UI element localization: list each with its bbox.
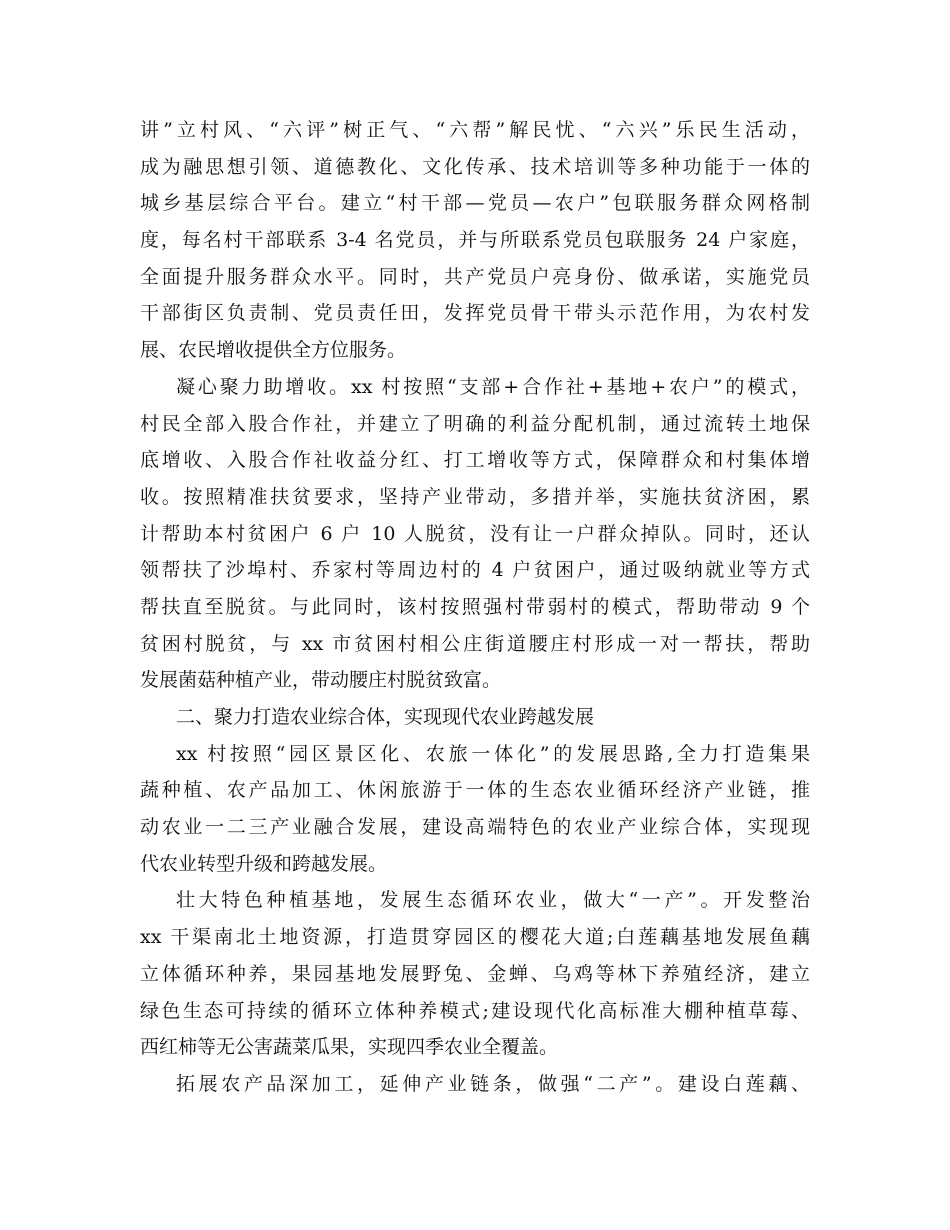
text-line: 二、聚力打造农业综合体，实现现代农业跨越发展 (176, 706, 595, 728)
text-line: 发展菌菇种植产业，带动腰庄村脱贫致富。 (140, 669, 502, 692)
text-line: 壮大特色种植基地，发展生态循环农业，做大“一产”。开发整治 (176, 889, 810, 912)
text-line: 成为融思想引领、道德教化、文化传承、技术培训等多种功能于一体的 (140, 155, 810, 178)
text-line: 收。按照精准扶贫要求，坚持产业带动，多措并举，实施扶贫济困，累 (140, 485, 810, 508)
body-text (140, 112, 810, 1103)
text-line: 绿色生态可持续的循环立体种养模式;建设现代化高标准大棚种植草莓、 (140, 999, 810, 1022)
text-line: 城乡基层综合平台。建立“村干部—党员—农户”包联服务群众网格制 (140, 192, 810, 215)
text-line: 全面提升服务群众水平。同时，共产党员户亮身份、做承诺，实施党员 (140, 265, 810, 288)
text-line: 讲”立村风、“六评”树正气、“六帮”解民忧、“六兴”乐民生活动， (140, 119, 810, 141)
text-line: 领帮扶了沙埠村、乔家村等周边村的 4 户贫困户，通过吸纳就业等方式 (140, 559, 810, 582)
text-line: 凝心聚力助增收。xx 村按照“支部+合作社+基地+农户”的模式， (176, 375, 810, 398)
text-line: 贫困村脱贫，与 xx 市贫困村相公庄街道腰庄村形成一对一帮扶，帮助 (140, 632, 810, 655)
text-line: 动农业一二三产业融合发展，建设高端特色的农业产业综合体，实现现 (140, 816, 810, 839)
text-line: xx 干渠南北土地资源，打造贯穿园区的樱花大道;白莲藕基地发展鱼藕 (140, 926, 810, 949)
text-line: 展、农民增收提供全方位服务。 (140, 339, 407, 362)
text-line: 帮扶直至脱贫。与此同时，该村按照强村带弱村的模式，帮助带动 9 个 (140, 595, 810, 618)
text-line: 村民全部入股合作社，并建立了明确的利益分配机制，通过流转土地保 (140, 412, 810, 435)
text-line: 代农业转型升级和跨越发展。 (140, 852, 388, 875)
text-line: 度，每名村干部联系 3-4 名党员，并与所联系党员包联服务 24 户家庭， (140, 229, 810, 252)
text-line: 计帮助本村贫困户 6 户 10 人脱贫，没有让一户群众掉队。同时，还认 (140, 522, 810, 545)
text-line: 底增收、入股合作社收益分红、打工增收等方式，保障群众和村集体增 (140, 449, 810, 472)
text-line: 干部街区负责制、党员责任田，发挥党员骨干带头示范作用，为农村发 (140, 302, 810, 325)
text-line: xx 村按照“园区景区化、农旅一体化”的发展思路,全力打造集果 (176, 742, 810, 765)
text-line: 西红柿等无公害蔬菜瓜果，实现四季农业全覆盖。 (140, 1036, 559, 1059)
text-line: 蔬种植、农产品加工、休闲旅游于一体的生态农业循环经济产业链，推 (140, 779, 810, 802)
text-line: 立体循环种养，果园基地发展野兔、金蝉、乌鸡等林下养殖经济，建立 (140, 962, 810, 985)
text-line: 拓展农产品深加工，延伸产业链条，做强“二产”。建设白莲藕、 (176, 1072, 810, 1095)
